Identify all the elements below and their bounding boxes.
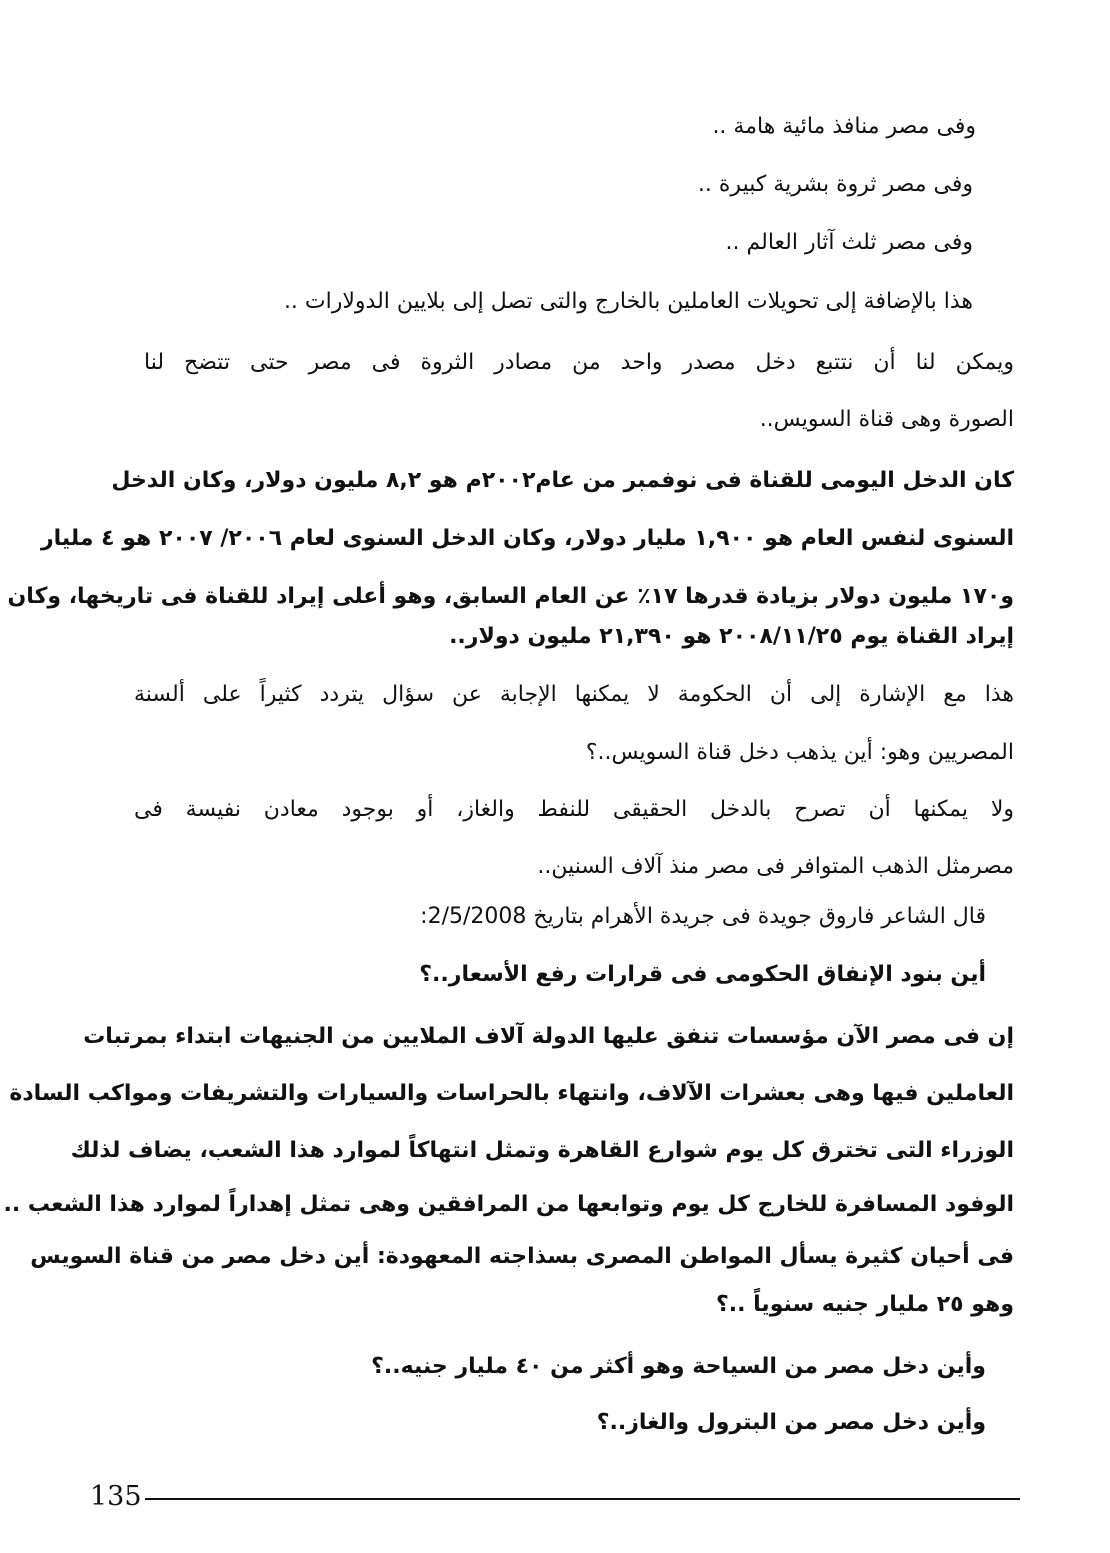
text-line: فى أحيان كثيرة يسأل المواطن المصرى بسذاجته المعهودة: أين دخل مصر من قناة السويس [30,1244,1014,1269]
page-number: 135 [90,1481,142,1512]
text-line: و١٧٠ مليون دولار بزيادة قدرها ١٧٪ عن العام السابق، وهو أعلى إيراد للقناة فى تاريخها، وكان [7,584,1014,609]
text-line: مصرمثل الذهب المتوافر فى مصر منذ آلاف السنين.. [537,854,1014,879]
text-line: الوزراء التى تخترق كل يوم شوارع القاهرة وتمثل انتهاكاً لموارد هذا الشعب، يضاف لذلك [70,1138,1014,1163]
text-line: وأين دخل مصر من السياحة وهو أكثر من ٤٠ مليار جنيه..؟ [371,1354,986,1379]
text-line: هذا بالإضافة إلى تحويلات العاملين بالخارج والتى تصل إلى بلايين الدولارات .. [283,289,973,314]
text-line: وأين دخل مصر من البترول والغاز..؟ [596,1410,986,1435]
text-line: الصورة وهى قناة السويس.. [759,407,1014,432]
text-line: إيراد القناة يوم ٢٠٠٨/١١/٢٥ هو ٢١,٣٩٠ مليون دولار.. [449,624,1014,649]
text-line: إن فى مصر الآن مؤسسات تنفق عليها الدولة آلاف الملايين من الجنيهات ابتداء بمرتبات [83,1024,1014,1049]
text-line: السنوى لنفس العام هو ١,٩٠٠ مليار دولار، وكان الدخل السنوى لعام ٢٠٠٦/ ٢٠٠٧ هو ٤ مليار [41,526,1014,551]
text-line: هذا مع الإشارة إلى أن الحكومة لا يمكنها الإجابة عن سؤال يتردد كثيراً على ألسنة [134,682,1014,707]
text-line: الوفود المسافرة للخارج كل يوم وتوابعها من المرافقين وهى تمثل إهداراً لموارد هذا الشعب .. [3,1192,1014,1217]
text-line: وفى مصر منافذ مائية هامة .. [712,114,976,139]
text-line: كان الدخل اليومى للقناة فى نوفمبر من عام٢٠٠٢م هو ٨,٢ مليون دولار، وكان الدخل [111,468,1014,493]
text-line: ولا يمكنها أن تصرح بالدخل الحقيقى للنفط والغاز، أو بوجود معادن نفيسة فى [134,797,1014,822]
text-line: وفى مصر ثلث آثار العالم .. [725,230,973,255]
text-line: أين بنود الإنفاق الحكومى فى قرارات رفع الأسعار..؟ [419,962,986,987]
text-line: العاملين فيها وهى بعشرات الآلاف، وانتهاء بالحراسات والسيارات والتشريفات ومواكب السادة [9,1081,1014,1106]
text-line: وفى مصر ثروة بشرية كبيرة .. [697,172,973,197]
text-line: وهو ٢٥ مليار جنيه سنوياً ..؟ [716,1292,1014,1317]
text-line: المصريين وهو: أين يذهب دخل قناة السويس..؟ [585,740,1014,765]
text-line: ويمكن لنا أن نتتبع دخل مصدر واحد من مصادر الثروة فى مصر حتى تتضح لنا [144,350,1014,375]
text-line: قال الشاعر فاروق جويدة فى جريدة الأهرام بتاريخ 2/5/2008: [420,904,986,929]
footer-rule [145,1498,1020,1500]
page-footer [90,1478,1020,1518]
